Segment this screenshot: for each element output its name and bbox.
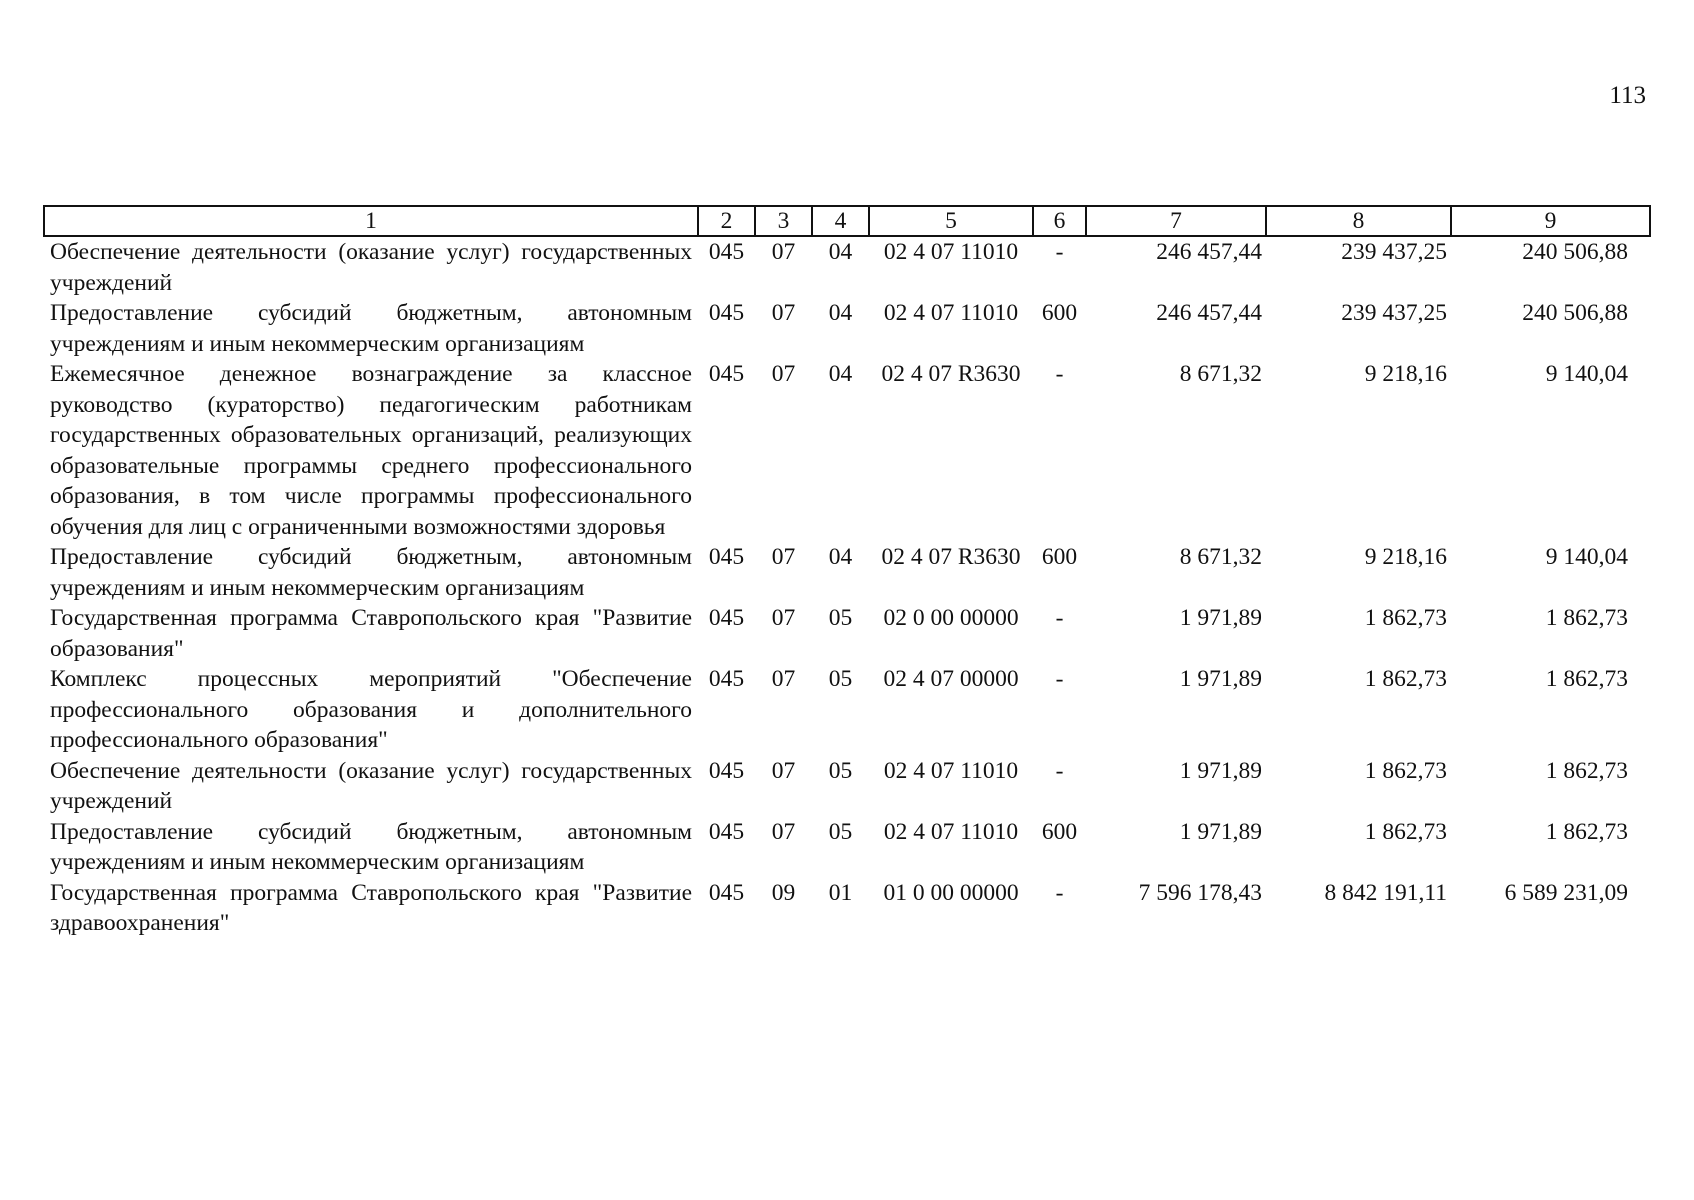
cell-col9: 240 506,88	[1522, 300, 1628, 326]
cell-col4: 05	[828, 818, 853, 845]
column-header: 4	[812, 206, 869, 236]
cell-col3: 07	[771, 666, 796, 692]
cell-col5: 02 4 07 00000	[883, 666, 1019, 692]
table-row	[44, 359, 1650, 542]
cell-col3: 07	[771, 818, 796, 845]
cell-col3: 07	[771, 544, 796, 570]
cell-col7: 1 971,89	[1179, 757, 1262, 784]
page-number: 113	[1609, 82, 1646, 109]
cell-col2: 045	[708, 361, 745, 387]
column-header: 8	[1266, 206, 1451, 236]
cell-col3: 07	[771, 300, 796, 326]
cell-col8: 9 218,16	[1364, 361, 1447, 387]
column-header: 5	[869, 206, 1033, 236]
cell-col5: 02 4 07 11010	[883, 757, 1019, 784]
cell-col6: -	[1055, 361, 1064, 387]
cell-col5: 01 0 00 00000	[883, 879, 1019, 906]
column-header: 3	[755, 206, 812, 236]
column-header: 2	[698, 206, 755, 236]
cell-col3: 07	[771, 757, 796, 784]
cell-col6: -	[1055, 239, 1064, 265]
row-name: Ежемесячное денежное вознаграждение за классное руководство (кураторство) педагогическим работникам государственных образовательных организаций, реализующих образовательные программы среднего профессионального образования, в том числе программы профессионального обучения для лиц с ограниченными возможностями здоровья	[50, 361, 692, 540]
cell-col2: 045	[708, 818, 745, 845]
row-name: Государственная программа Ставропольского края "Развитие здравоохранения"	[50, 879, 692, 936]
column-header: 9	[1451, 206, 1650, 236]
cell-col2: 045	[708, 239, 745, 265]
cell-col5: 02 4 07 R3630	[881, 361, 1021, 387]
cell-col4: 05	[828, 666, 853, 692]
table-row	[44, 603, 1650, 664]
table-row	[44, 298, 1650, 359]
cell-col2: 045	[708, 666, 745, 692]
cell-col8: 1 862,73	[1364, 818, 1447, 845]
column-header: 6	[1033, 206, 1086, 236]
row-name: Государственная программа Ставропольского края "Развитие образования"	[50, 605, 692, 662]
table-row	[44, 878, 1650, 939]
cell-col5: 02 4 07 11010	[883, 239, 1019, 265]
cell-col4: 05	[828, 757, 853, 784]
cell-col9: 1 862,73	[1545, 666, 1628, 692]
cell-col4: 04	[828, 300, 853, 326]
cell-col3: 09	[771, 879, 796, 906]
cell-col6: -	[1055, 757, 1064, 784]
cell-col2: 045	[708, 544, 745, 570]
cell-col8: 9 218,16	[1364, 544, 1447, 570]
cell-col9: 9 140,04	[1545, 544, 1628, 570]
cell-col6: 600	[1041, 300, 1078, 326]
cell-col5: 02 4 07 11010	[883, 300, 1019, 326]
cell-col8: 1 862,73	[1364, 666, 1447, 692]
cell-col7: 8 671,32	[1179, 544, 1262, 570]
cell-col7: 8 671,32	[1179, 361, 1262, 387]
cell-col5: 02 0 00 00000	[883, 605, 1019, 631]
cell-col6: -	[1055, 666, 1064, 692]
table-header-row	[44, 206, 1650, 236]
cell-col4: 04	[828, 361, 853, 387]
cell-col7: 246 457,44	[1156, 239, 1262, 265]
cell-col6: 600	[1041, 544, 1078, 570]
cell-col9: 1 862,73	[1545, 757, 1628, 784]
cell-col9: 6 589 231,09	[1504, 879, 1628, 906]
cell-col3: 07	[771, 605, 796, 631]
column-header: 7	[1086, 206, 1266, 236]
row-name: Обеспечение деятельности (оказание услуг) государственных учреждений	[50, 239, 692, 296]
table-row	[44, 664, 1650, 756]
cell-col9: 1 862,73	[1545, 818, 1628, 845]
row-name: Предоставление субсидий бюджетным, автономным учреждениям и иным некоммерческим организациям	[50, 818, 692, 875]
cell-col4: 04	[828, 544, 853, 570]
cell-col3: 07	[771, 239, 796, 265]
cell-col9: 9 140,04	[1545, 361, 1628, 387]
cell-col4: 01	[828, 879, 853, 906]
cell-col2: 045	[708, 757, 745, 784]
row-name: Комплекс процессных мероприятий "Обеспечение профессионального образования и дополнительного профессионального образования"	[50, 666, 692, 753]
row-name: Обеспечение деятельности (оказание услуг) государственных учреждений	[50, 757, 692, 814]
cell-col4: 05	[828, 605, 853, 631]
cell-col8: 8 842 191,11	[1324, 879, 1447, 906]
cell-col6: -	[1055, 879, 1064, 906]
row-name: Предоставление субсидий бюджетным, автономным учреждениям и иным некоммерческим организациям	[50, 544, 692, 601]
cell-col2: 045	[708, 300, 745, 326]
cell-col2: 045	[708, 605, 745, 631]
cell-col2: 045	[708, 879, 745, 906]
cell-col8: 1 862,73	[1364, 757, 1447, 784]
table-row	[44, 756, 1650, 817]
row-name: Предоставление субсидий бюджетным, автономным учреждениям и иным некоммерческим организациям	[50, 300, 692, 357]
cell-col7: 246 457,44	[1156, 300, 1262, 326]
cell-col7: 1 971,89	[1179, 666, 1262, 692]
cell-col8: 1 862,73	[1364, 605, 1447, 631]
table-row	[44, 817, 1650, 878]
column-header: 1	[44, 206, 698, 236]
cell-col4: 04	[828, 239, 853, 265]
cell-col6: 600	[1041, 818, 1078, 845]
cell-col9: 1 862,73	[1545, 605, 1628, 631]
table-row	[44, 236, 1650, 298]
cell-col8: 239 437,25	[1341, 300, 1447, 326]
cell-col8: 239 437,25	[1341, 239, 1447, 265]
budget-table	[43, 205, 1651, 939]
cell-col7: 1 971,89	[1179, 818, 1262, 845]
cell-col7: 1 971,89	[1179, 605, 1262, 631]
table-row	[44, 542, 1650, 603]
cell-col3: 07	[771, 361, 796, 387]
cell-col5: 02 4 07 11010	[883, 818, 1019, 845]
cell-col9: 240 506,88	[1522, 239, 1628, 265]
cell-col7: 7 596 178,43	[1138, 879, 1262, 906]
cell-col5: 02 4 07 R3630	[881, 544, 1021, 570]
cell-col6: -	[1055, 605, 1064, 631]
